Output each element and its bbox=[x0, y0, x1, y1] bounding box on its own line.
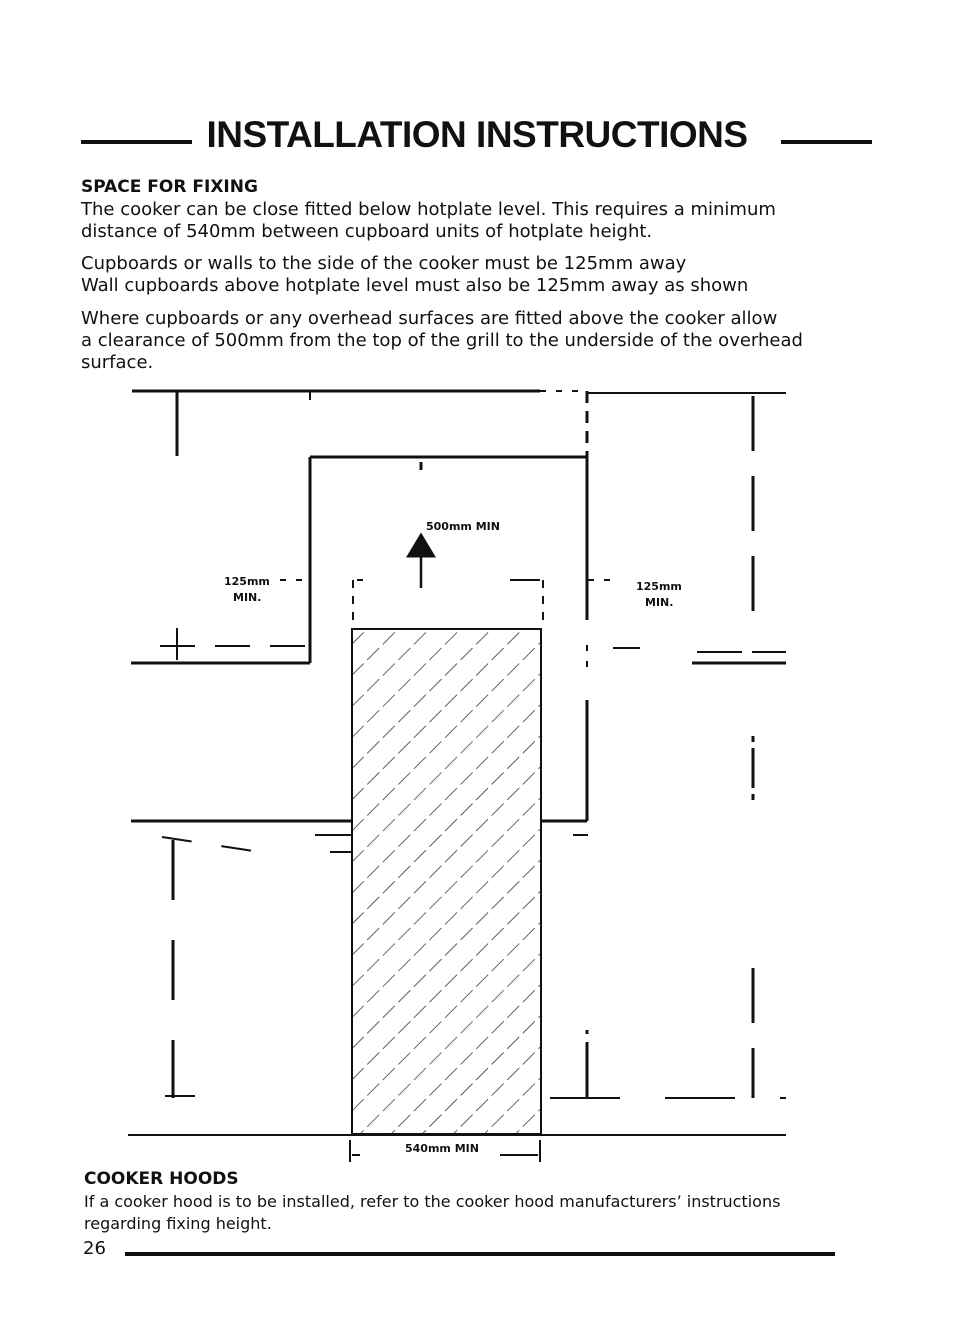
paragraph-side-clearance: Cupboards or walls to the side of the cooker must be 125mm away Wall cupboards above hotplate level must also be 125mm away as shown bbox=[81, 253, 749, 296]
section-heading-cooker-hoods: COOKER HOODS bbox=[84, 1169, 239, 1189]
cooker-body bbox=[352, 629, 541, 1134]
paragraph-close-fitted: The cooker can be close fitted below hotplate level. This requires a minimum distance of 540mm between cupboard units of hotplate height. bbox=[81, 199, 776, 242]
label-540mm-min: 540mm MIN bbox=[405, 1142, 479, 1155]
label-125mm-right: 125mm bbox=[636, 580, 682, 593]
label-min-left: MIN. bbox=[233, 591, 262, 604]
paragraph-overhead-clearance: Where cupboards or any overhead surfaces are fitted above the cooker allow a clearance of 500mm from the top of the grill to the underside of the overhead surface. bbox=[81, 308, 803, 373]
label-min-right: MIN. bbox=[645, 596, 674, 609]
label-125mm-left: 125mm bbox=[224, 575, 270, 588]
page-title: INSTALLATION INSTRUCTIONS bbox=[206, 114, 748, 155]
paragraph-cooker-hoods: If a cooker hood is to be installed, refer to the cooker hood manufacturers’ instructions regarding fixing height. bbox=[84, 1192, 781, 1233]
footer-rule bbox=[125, 1252, 835, 1256]
page-number: 26 bbox=[83, 1238, 106, 1259]
section-heading-space-for-fixing: SPACE FOR FIXING bbox=[81, 177, 258, 197]
label-500mm-min: 500mm MIN bbox=[426, 520, 500, 533]
